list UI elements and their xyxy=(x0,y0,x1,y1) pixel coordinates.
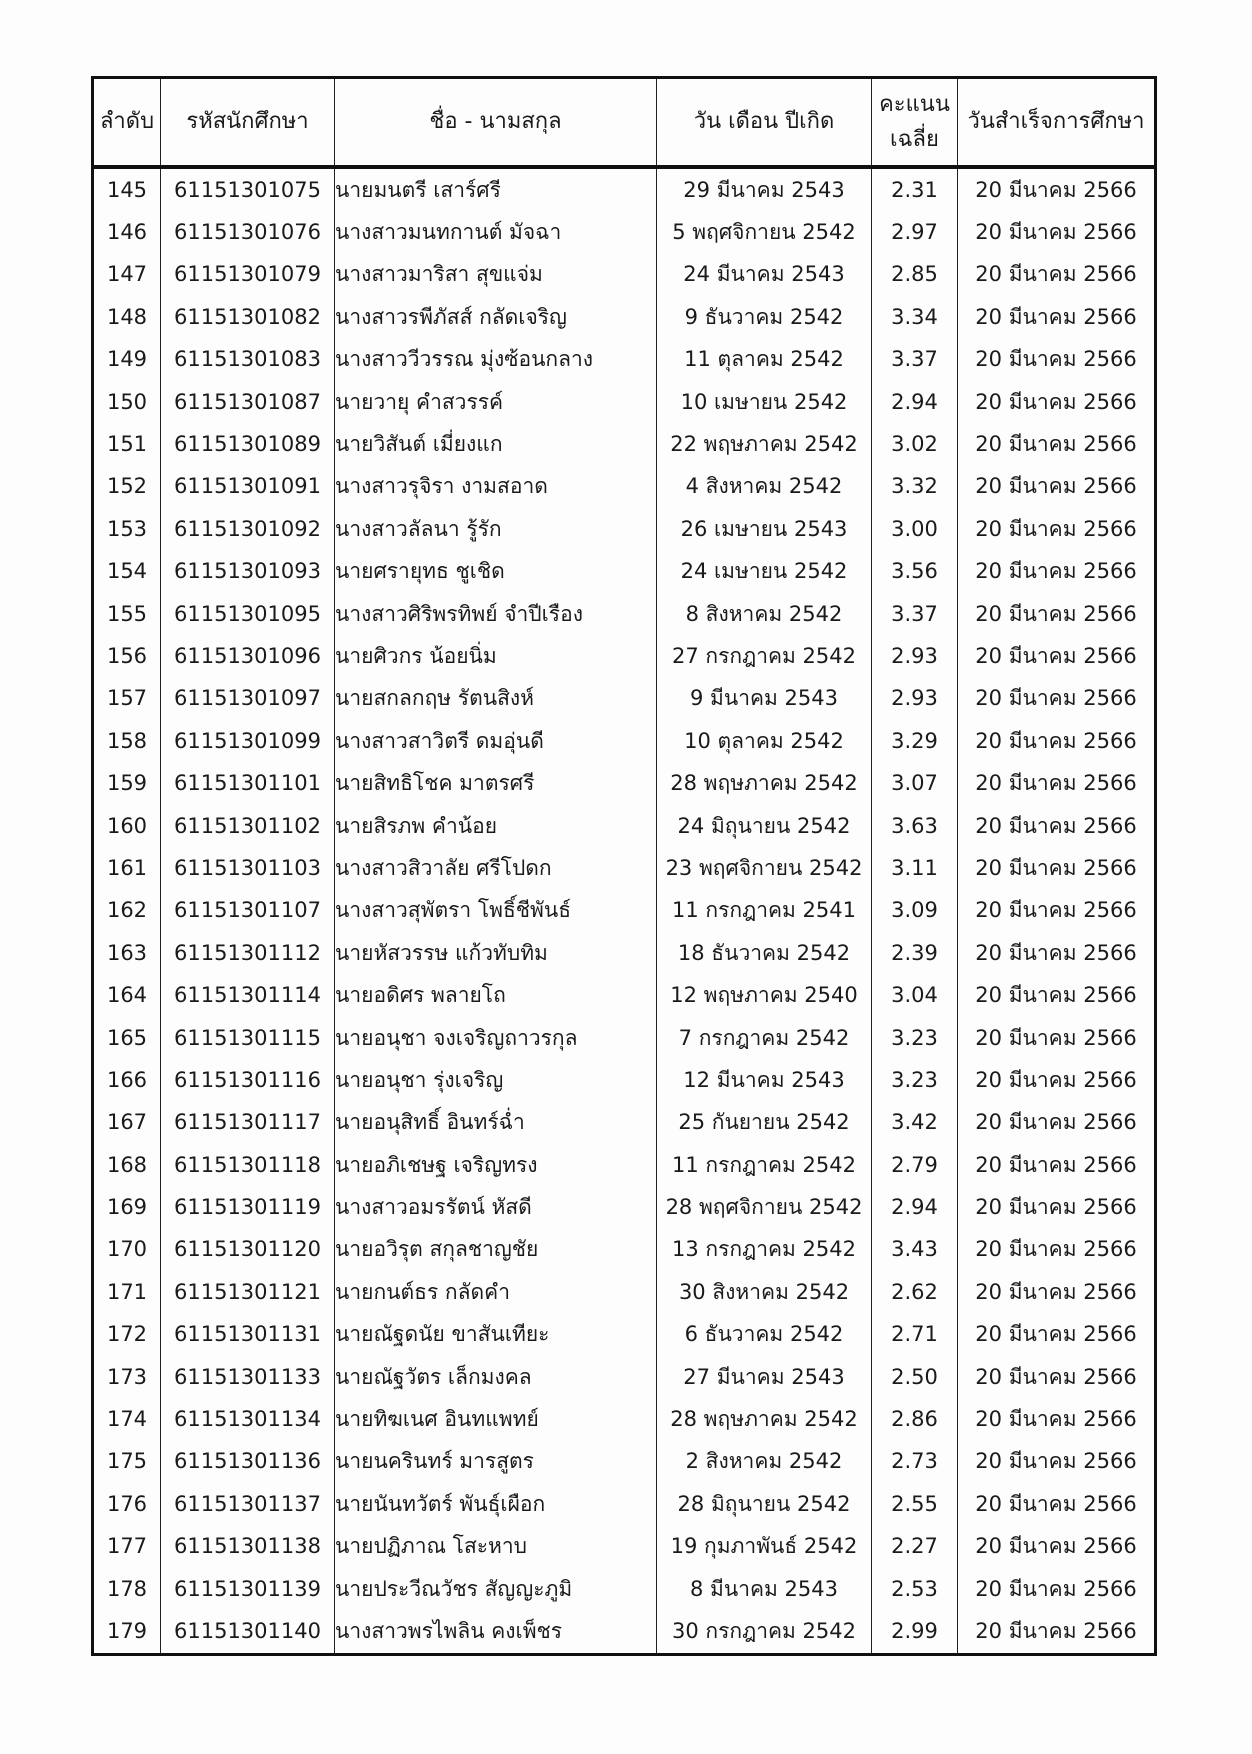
table-row xyxy=(93,635,1156,677)
cell-name: นายณัฐดนัย ขาสันเทียะ xyxy=(335,1314,657,1356)
cell-grad-date: 20 มีนาคม 2566 xyxy=(958,466,1156,508)
cell-no: 161 xyxy=(93,847,161,889)
cell-student-id: 61151301082 xyxy=(161,296,335,338)
cell-no: 150 xyxy=(93,381,161,423)
graduates-table xyxy=(91,76,1157,1656)
cell-gpa: 2.93 xyxy=(872,678,958,720)
cell-no: 176 xyxy=(93,1483,161,1525)
cell-student-id: 61151301099 xyxy=(161,720,335,762)
cell-name: นายมนตรี เสาร์ศรี xyxy=(335,167,657,211)
cell-no: 147 xyxy=(93,254,161,296)
cell-gpa: 3.34 xyxy=(872,296,958,338)
cell-birth-date: 22 พฤษภาคม 2542 xyxy=(657,423,872,465)
cell-gpa: 3.04 xyxy=(872,974,958,1016)
table-row xyxy=(93,1441,1156,1483)
cell-no: 152 xyxy=(93,466,161,508)
cell-name: นายประวีณวัชร สัญญะภูมิ xyxy=(335,1568,657,1610)
cell-grad-date: 20 มีนาคม 2566 xyxy=(958,805,1156,847)
cell-gpa: 3.02 xyxy=(872,423,958,465)
cell-birth-date: 28 พฤศจิกายน 2542 xyxy=(657,1186,872,1228)
cell-grad-date: 20 มีนาคม 2566 xyxy=(958,1610,1156,1654)
cell-birth-date: 9 มีนาคม 2543 xyxy=(657,678,872,720)
cell-gpa: 2.73 xyxy=(872,1441,958,1483)
cell-name: นายอนุชา จงเจริญถาวรกุล xyxy=(335,1017,657,1059)
cell-no: 178 xyxy=(93,1568,161,1610)
cell-grad-date: 20 มีนาคม 2566 xyxy=(958,1483,1156,1525)
cell-no: 155 xyxy=(93,593,161,635)
table-row xyxy=(93,1271,1156,1313)
cell-grad-date: 20 มีนาคม 2566 xyxy=(958,1017,1156,1059)
cell-gpa: 2.94 xyxy=(872,1186,958,1228)
cell-gpa: 2.27 xyxy=(872,1526,958,1568)
cell-no: 175 xyxy=(93,1441,161,1483)
table-row xyxy=(93,1568,1156,1610)
cell-birth-date: 12 มีนาคม 2543 xyxy=(657,1059,872,1101)
header-gpa xyxy=(872,78,958,168)
cell-name: นายสิรภพ คำน้อย xyxy=(335,805,657,847)
cell-grad-date: 20 มีนาคม 2566 xyxy=(958,1186,1156,1228)
cell-student-id: 61151301101 xyxy=(161,762,335,804)
cell-grad-date: 20 มีนาคม 2566 xyxy=(958,339,1156,381)
cell-student-id: 61151301119 xyxy=(161,1186,335,1228)
cell-no: 160 xyxy=(93,805,161,847)
cell-grad-date: 20 มีนาคม 2566 xyxy=(958,678,1156,720)
table-row xyxy=(93,1102,1156,1144)
cell-gpa: 3.37 xyxy=(872,593,958,635)
cell-student-id: 61151301134 xyxy=(161,1398,335,1440)
cell-gpa: 3.37 xyxy=(872,339,958,381)
cell-birth-date: 24 เมษายน 2542 xyxy=(657,551,872,593)
table-row xyxy=(93,1526,1156,1568)
cell-name: นายปฏิภาณ โสะหาบ xyxy=(335,1526,657,1568)
cell-name: นายทิฆเนศ อินทแพทย์ xyxy=(335,1398,657,1440)
cell-student-id: 61151301089 xyxy=(161,423,335,465)
cell-no: 153 xyxy=(93,508,161,550)
cell-birth-date: 24 มิถุนายน 2542 xyxy=(657,805,872,847)
cell-grad-date: 20 มีนาคม 2566 xyxy=(958,1059,1156,1101)
table-body xyxy=(93,167,1156,1654)
cell-birth-date: 28 พฤษภาคม 2542 xyxy=(657,1398,872,1440)
cell-grad-date: 20 มีนาคม 2566 xyxy=(958,1441,1156,1483)
table-row xyxy=(93,720,1156,762)
cell-gpa: 2.93 xyxy=(872,635,958,677)
cell-birth-date: 7 กรกฎาคม 2542 xyxy=(657,1017,872,1059)
cell-birth-date: 28 พฤษภาคม 2542 xyxy=(657,762,872,804)
cell-grad-date: 20 มีนาคม 2566 xyxy=(958,167,1156,211)
table-row xyxy=(93,1314,1156,1356)
header-no: ลำดับ xyxy=(93,78,161,168)
cell-grad-date: 20 มีนาคม 2566 xyxy=(958,211,1156,253)
cell-grad-date: 20 มีนาคม 2566 xyxy=(958,423,1156,465)
table-row xyxy=(93,593,1156,635)
cell-grad-date: 20 มีนาคม 2566 xyxy=(958,593,1156,635)
table-row xyxy=(93,296,1156,338)
cell-no: 166 xyxy=(93,1059,161,1101)
cell-name: นางสาวมนทกานต์ มัจฉา xyxy=(335,211,657,253)
table-row xyxy=(93,1186,1156,1228)
cell-birth-date: 2 สิงหาคม 2542 xyxy=(657,1441,872,1483)
table-row xyxy=(93,974,1156,1016)
cell-name: นางสาวสิวาลัย ศรีโปดก xyxy=(335,847,657,889)
cell-gpa: 2.99 xyxy=(872,1610,958,1654)
cell-student-id: 61151301116 xyxy=(161,1059,335,1101)
cell-birth-date: 10 เมษายน 2542 xyxy=(657,381,872,423)
cell-no: 156 xyxy=(93,635,161,677)
table-row xyxy=(93,211,1156,253)
cell-name: นายวิสันต์ เมี่ยงแก xyxy=(335,423,657,465)
cell-grad-date: 20 มีนาคม 2566 xyxy=(958,635,1156,677)
cell-grad-date: 20 มีนาคม 2566 xyxy=(958,1271,1156,1313)
table-row xyxy=(93,1059,1156,1101)
cell-student-id: 61151301137 xyxy=(161,1483,335,1525)
cell-name: นายนครินทร์ มารสูตร xyxy=(335,1441,657,1483)
table-header xyxy=(93,78,1156,168)
cell-grad-date: 20 มีนาคม 2566 xyxy=(958,932,1156,974)
cell-birth-date: 23 พฤศจิกายน 2542 xyxy=(657,847,872,889)
cell-student-id: 61151301133 xyxy=(161,1356,335,1398)
cell-no: 163 xyxy=(93,932,161,974)
cell-name: นายอนุสิทธิ์ อินทร์ฉ่ำ xyxy=(335,1102,657,1144)
cell-birth-date: 19 กุมภาพันธ์ 2542 xyxy=(657,1526,872,1568)
cell-student-id: 61151301087 xyxy=(161,381,335,423)
cell-grad-date: 20 มีนาคม 2566 xyxy=(958,1229,1156,1271)
cell-no: 145 xyxy=(93,167,161,211)
cell-birth-date: 26 เมษายน 2543 xyxy=(657,508,872,550)
cell-name: นางสาวสุพัตรา โพธิ์ชีพันธ์ xyxy=(335,890,657,932)
cell-no: 174 xyxy=(93,1398,161,1440)
cell-student-id: 61151301092 xyxy=(161,508,335,550)
cell-gpa: 2.94 xyxy=(872,381,958,423)
cell-no: 148 xyxy=(93,296,161,338)
cell-student-id: 61151301115 xyxy=(161,1017,335,1059)
cell-name: นายสกลกฤษ รัตนสิงห์ xyxy=(335,678,657,720)
cell-birth-date: 25 กันยายน 2542 xyxy=(657,1102,872,1144)
cell-student-id: 61151301140 xyxy=(161,1610,335,1654)
cell-grad-date: 20 มีนาคม 2566 xyxy=(958,974,1156,1016)
cell-student-id: 61151301079 xyxy=(161,254,335,296)
cell-no: 179 xyxy=(93,1610,161,1654)
cell-student-id: 61151301107 xyxy=(161,890,335,932)
table-row xyxy=(93,254,1156,296)
cell-birth-date: 12 พฤษภาคม 2540 xyxy=(657,974,872,1016)
cell-no: 162 xyxy=(93,890,161,932)
header-gpa-line1: คะแนน xyxy=(879,91,950,117)
cell-birth-date: 24 มีนาคม 2543 xyxy=(657,254,872,296)
cell-name: นายอดิศร พลายโถ xyxy=(335,974,657,1016)
cell-no: 158 xyxy=(93,720,161,762)
cell-birth-date: 29 มีนาคม 2543 xyxy=(657,167,872,211)
cell-grad-date: 20 มีนาคม 2566 xyxy=(958,1356,1156,1398)
cell-gpa: 3.43 xyxy=(872,1229,958,1271)
cell-name: นายหัสวรรษ แก้วทับทิม xyxy=(335,932,657,974)
cell-no: 170 xyxy=(93,1229,161,1271)
cell-birth-date: 30 สิงหาคม 2542 xyxy=(657,1271,872,1313)
cell-student-id: 61151301138 xyxy=(161,1526,335,1568)
cell-grad-date: 20 มีนาคม 2566 xyxy=(958,381,1156,423)
header-birth-date: วัน เดือน ปีเกิด xyxy=(657,78,872,168)
table-row xyxy=(93,1017,1156,1059)
cell-grad-date: 20 มีนาคม 2566 xyxy=(958,1314,1156,1356)
cell-gpa: 3.00 xyxy=(872,508,958,550)
cell-name: นางสาวรพีภัสส์ กลัดเจริญ xyxy=(335,296,657,338)
cell-birth-date: 27 กรกฎาคม 2542 xyxy=(657,635,872,677)
cell-no: 173 xyxy=(93,1356,161,1398)
cell-gpa: 3.32 xyxy=(872,466,958,508)
cell-no: 177 xyxy=(93,1526,161,1568)
cell-name: นายอภิเชษฐ เจริญทรง xyxy=(335,1144,657,1186)
cell-grad-date: 20 มีนาคม 2566 xyxy=(958,1526,1156,1568)
cell-gpa: 2.79 xyxy=(872,1144,958,1186)
cell-gpa: 3.23 xyxy=(872,1017,958,1059)
cell-student-id: 61151301091 xyxy=(161,466,335,508)
cell-birth-date: 11 กรกฎาคม 2542 xyxy=(657,1144,872,1186)
cell-name: นางสาวศิริพรทิพย์ จำปีเรือง xyxy=(335,593,657,635)
cell-no: 171 xyxy=(93,1271,161,1313)
cell-birth-date: 4 สิงหาคม 2542 xyxy=(657,466,872,508)
cell-student-id: 61151301095 xyxy=(161,593,335,635)
cell-gpa: 2.85 xyxy=(872,254,958,296)
cell-gpa: 3.56 xyxy=(872,551,958,593)
cell-grad-date: 20 มีนาคม 2566 xyxy=(958,762,1156,804)
cell-no: 146 xyxy=(93,211,161,253)
cell-birth-date: 13 กรกฎาคม 2542 xyxy=(657,1229,872,1271)
cell-gpa: 2.97 xyxy=(872,211,958,253)
table-row xyxy=(93,847,1156,889)
cell-student-id: 61151301102 xyxy=(161,805,335,847)
cell-birth-date: 18 ธันวาคม 2542 xyxy=(657,932,872,974)
cell-student-id: 61151301076 xyxy=(161,211,335,253)
cell-no: 167 xyxy=(93,1102,161,1144)
cell-grad-date: 20 มีนาคม 2566 xyxy=(958,1102,1156,1144)
cell-birth-date: 11 ตุลาคม 2542 xyxy=(657,339,872,381)
cell-gpa: 3.23 xyxy=(872,1059,958,1101)
cell-no: 157 xyxy=(93,678,161,720)
table-row xyxy=(93,167,1156,211)
header-student-id: รหัสนักศึกษา xyxy=(161,78,335,168)
cell-birth-date: 6 ธันวาคม 2542 xyxy=(657,1314,872,1356)
cell-name: นายกนต์ธร กลัดคำ xyxy=(335,1271,657,1313)
cell-student-id: 61151301112 xyxy=(161,932,335,974)
cell-gpa: 2.53 xyxy=(872,1568,958,1610)
cell-no: 164 xyxy=(93,974,161,1016)
table-row xyxy=(93,678,1156,720)
table-row xyxy=(93,1144,1156,1186)
cell-gpa: 2.31 xyxy=(872,167,958,211)
cell-name: นางสาวอมรรัตน์ หัสดี xyxy=(335,1186,657,1228)
cell-name: นายนันทวัตร์ พันธุ์เผือก xyxy=(335,1483,657,1525)
header-grad-date: วันสำเร็จการศึกษา xyxy=(958,78,1156,168)
cell-grad-date: 20 มีนาคม 2566 xyxy=(958,847,1156,889)
cell-gpa: 3.11 xyxy=(872,847,958,889)
cell-name: นางสาวมาริสา สุขแจ่ม xyxy=(335,254,657,296)
cell-student-id: 61151301075 xyxy=(161,167,335,211)
cell-name: นายวายุ คำสวรรค์ xyxy=(335,381,657,423)
cell-birth-date: 10 ตุลาคม 2542 xyxy=(657,720,872,762)
cell-student-id: 61151301121 xyxy=(161,1271,335,1313)
cell-student-id: 61151301131 xyxy=(161,1314,335,1356)
cell-gpa: 2.86 xyxy=(872,1398,958,1440)
table-row xyxy=(93,1356,1156,1398)
table-row xyxy=(93,762,1156,804)
table-row xyxy=(93,423,1156,465)
cell-grad-date: 20 มีนาคม 2566 xyxy=(958,1144,1156,1186)
cell-no: 168 xyxy=(93,1144,161,1186)
cell-no: 159 xyxy=(93,762,161,804)
table-row xyxy=(93,508,1156,550)
cell-gpa: 3.09 xyxy=(872,890,958,932)
cell-student-id: 61151301136 xyxy=(161,1441,335,1483)
cell-no: 169 xyxy=(93,1186,161,1228)
cell-birth-date: 8 สิงหาคม 2542 xyxy=(657,593,872,635)
cell-student-id: 61151301139 xyxy=(161,1568,335,1610)
cell-grad-date: 20 มีนาคม 2566 xyxy=(958,1398,1156,1440)
cell-birth-date: 11 กรกฎาคม 2541 xyxy=(657,890,872,932)
header-gpa-line2: เฉลี่ย xyxy=(890,127,939,152)
header-name: ชื่อ - นามสกุล xyxy=(335,78,657,168)
cell-student-id: 61151301117 xyxy=(161,1102,335,1144)
cell-grad-date: 20 มีนาคม 2566 xyxy=(958,720,1156,762)
cell-name: นายอวิรุต สกุลชาญชัย xyxy=(335,1229,657,1271)
table-row xyxy=(93,890,1156,932)
cell-grad-date: 20 มีนาคม 2566 xyxy=(958,1568,1156,1610)
cell-student-id: 61151301083 xyxy=(161,339,335,381)
cell-birth-date: 5 พฤศจิกายน 2542 xyxy=(657,211,872,253)
table-row xyxy=(93,466,1156,508)
cell-name: นายสิทธิโชค มาตรศรี xyxy=(335,762,657,804)
table-row xyxy=(93,932,1156,974)
cell-no: 149 xyxy=(93,339,161,381)
table-row xyxy=(93,805,1156,847)
table-row xyxy=(93,1398,1156,1440)
cell-gpa: 3.29 xyxy=(872,720,958,762)
cell-birth-date: 30 กรกฎาคม 2542 xyxy=(657,1610,872,1654)
cell-grad-date: 20 มีนาคม 2566 xyxy=(958,254,1156,296)
cell-grad-date: 20 มีนาคม 2566 xyxy=(958,890,1156,932)
cell-name: นางสาวรุจิรา งามสอาด xyxy=(335,466,657,508)
cell-grad-date: 20 มีนาคม 2566 xyxy=(958,551,1156,593)
cell-grad-date: 20 มีนาคม 2566 xyxy=(958,508,1156,550)
cell-name: นางสาวสาวิตรี ดมอุ่นดี xyxy=(335,720,657,762)
cell-student-id: 61151301120 xyxy=(161,1229,335,1271)
cell-student-id: 61151301118 xyxy=(161,1144,335,1186)
cell-name: นางสาวลัลนา รู้รัก xyxy=(335,508,657,550)
cell-gpa: 2.71 xyxy=(872,1314,958,1356)
cell-gpa: 2.50 xyxy=(872,1356,958,1398)
cell-birth-date: 9 ธันวาคม 2542 xyxy=(657,296,872,338)
cell-grad-date: 20 มีนาคม 2566 xyxy=(958,296,1156,338)
table-row xyxy=(93,339,1156,381)
table-row xyxy=(93,1229,1156,1271)
cell-student-id: 61151301097 xyxy=(161,678,335,720)
cell-gpa: 2.62 xyxy=(872,1271,958,1313)
cell-gpa: 3.42 xyxy=(872,1102,958,1144)
cell-gpa: 2.39 xyxy=(872,932,958,974)
cell-name: นายอนุชา รุ่งเจริญ xyxy=(335,1059,657,1101)
table-row xyxy=(93,381,1156,423)
cell-student-id: 61151301093 xyxy=(161,551,335,593)
cell-birth-date: 8 มีนาคม 2543 xyxy=(657,1568,872,1610)
cell-name: นางสาววีวรรณ มุ่งซ้อนกลาง xyxy=(335,339,657,381)
cell-no: 172 xyxy=(93,1314,161,1356)
cell-no: 154 xyxy=(93,551,161,593)
cell-gpa: 3.07 xyxy=(872,762,958,804)
cell-gpa: 2.55 xyxy=(872,1483,958,1525)
table-row xyxy=(93,1483,1156,1525)
cell-name: นายศิวกร น้อยนิ่ม xyxy=(335,635,657,677)
cell-name: นายณัฐวัตร เล็กมงคล xyxy=(335,1356,657,1398)
cell-name: นางสาวพรไพลิน คงเพ็ชร xyxy=(335,1610,657,1654)
cell-name: นายศรายุทธ ชูเชิด xyxy=(335,551,657,593)
cell-student-id: 61151301096 xyxy=(161,635,335,677)
cell-no: 151 xyxy=(93,423,161,465)
cell-birth-date: 28 มิถุนายน 2542 xyxy=(657,1483,872,1525)
cell-student-id: 61151301103 xyxy=(161,847,335,889)
table-row xyxy=(93,1610,1156,1654)
cell-gpa: 3.63 xyxy=(872,805,958,847)
cell-no: 165 xyxy=(93,1017,161,1059)
table-row xyxy=(93,551,1156,593)
cell-student-id: 61151301114 xyxy=(161,974,335,1016)
cell-birth-date: 27 มีนาคม 2543 xyxy=(657,1356,872,1398)
